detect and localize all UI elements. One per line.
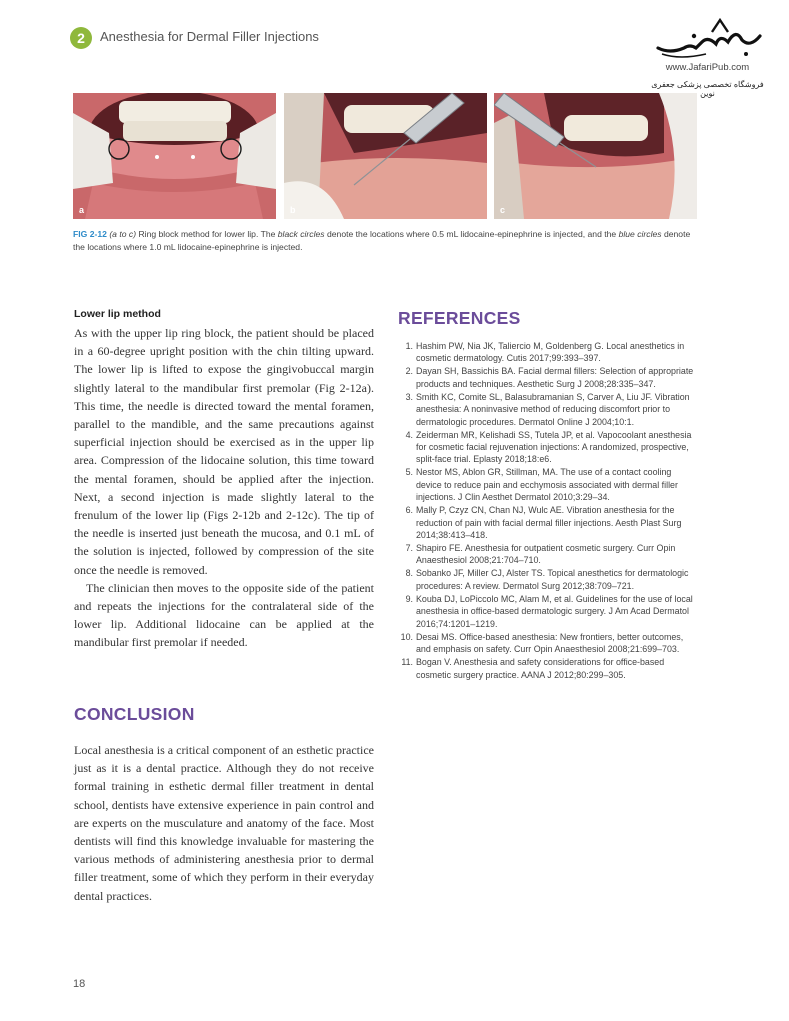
reference-item: 2. Dayan SH, Bassichis BA. Facial dermal fillers: Selection of appropriate products and techniques. Aesthetic Surg J 2008;28:335–347. bbox=[405, 366, 694, 389]
photo-panel-b bbox=[284, 93, 487, 219]
photo-label-c: c bbox=[500, 205, 506, 215]
reference-item: 4. Zeiderman MR, Kelishadi SS, Tutela JP, et al. Vapocoolant anesthesia for cosmetic facial rejuvenation injections: A randomized, prospective, split-face trial. Eplasty 2018;18:e6. bbox=[405, 429, 692, 465]
figure-number: FIG 2-12 bbox=[73, 229, 107, 239]
lower-lip-paragraph-2: The clinician then moves to the opposite side of the patient and repeats the injections for the contralateral side of the lower lip. Additional lidocaine can be applied at the mandibular first premolar if needed. bbox=[74, 580, 374, 650]
figure-caption-emphasis2: blue circles bbox=[618, 229, 662, 239]
figure-photos bbox=[73, 93, 697, 219]
chapter-number-badge: 2 bbox=[70, 27, 92, 49]
photo-label-b: b bbox=[290, 205, 296, 215]
references-list bbox=[398, 340, 698, 682]
reference-item: 8. Sobanko JF, Miller CJ, Alster TS. Topical anesthetics for dermatologic procedures: A review. Dermatol Surg 2012;38:709–721. bbox=[405, 568, 689, 591]
figure-caption bbox=[73, 228, 699, 254]
reference-item: 6. Mally P, Czyz CN, Chan NJ, Wulc AE. Vibration anesthesia for the reduction of pain with facial dermal filler injections. Aesth Plast Surg 2014;38:413–418. bbox=[405, 505, 682, 541]
publisher-logo bbox=[650, 14, 765, 96]
reference-item: 5. Nestor MS, Ablon GR, Stillman, MA. The use of a contact cooling device to reduce pain and ecchymosis associated with dermal filler injections. J Clin Aesthet Dermatol 2010;3:29–34. bbox=[405, 467, 678, 503]
figure-caption-part3: denote the locations where 1.0 mL lidocaine-epinephrine is injected. bbox=[73, 229, 691, 252]
reference-item: 11. Bogan V. Anesthesia and safety considerations for office-based cosmetic surgery practice. AANA J 2012;80:299–305. bbox=[401, 657, 665, 680]
photo-label-a: a bbox=[79, 205, 85, 215]
lower-lip-body bbox=[74, 324, 374, 652]
figure-caption-emphasis1: black circles bbox=[277, 229, 325, 239]
reference-item: 10. Desai MS. Office-based anesthesia: New frontiers, better outcomes, and emphasis on safety. Curr Opin Anaesthesiol 2008;21:699–703. bbox=[400, 631, 684, 655]
photo-panel-a bbox=[73, 93, 276, 219]
lower-lip-paragraph-1: As with the upper lip ring block, the patient should be placed in a 60-degree upright position with the chin tilting upward. The lower lip is lifted to expose the gingivobuccal margin slightly lateral to the mandibular first premolar (Fig 2-12a). This time, the needle is directed toward the mental foramen, parallel to the mandible, and the same precautions against superficial injection should be exercised as in the upper lip area. Compression of the lidocaine solution, this time toward the mental foramen, should be applied after the injection. Next, a second injection is made slightly lateral to the frenulum of the lower lip (Figs 2-12b and 2-12c). The tip of the needle is inserted just beneath the mucosa, and 0.1 mL of the solution is injected, followed by compression of the site once the needle is removed. bbox=[74, 326, 374, 577]
lower-lip-heading: Lower lip method bbox=[74, 308, 161, 320]
page-number: 18 bbox=[73, 978, 86, 990]
lower-lip-photo-b bbox=[284, 93, 487, 219]
publisher-logo-icon bbox=[650, 14, 765, 62]
reference-item: 9. Kouba DJ, LoPiccolo MC, Alam M, et al. Guidelines for the use of local anesthesia in office-based dermatologic surgery. J Am Acad Dermatol 2016;74:1201–1219. bbox=[405, 593, 693, 629]
publisher-url: www.JafariPub.com bbox=[665, 62, 750, 73]
references-heading: REFERENCES bbox=[398, 308, 521, 328]
lower-lip-photo-a bbox=[73, 93, 276, 219]
lower-lip-photo-c bbox=[494, 93, 697, 219]
publisher-subtitle: فروشگاه تخصصی پزشکی جعفری نوین bbox=[651, 80, 764, 98]
reference-item: 1. Hashim PW, Nia JK, Taliercio M, Goldenberg G. Local anesthetics in cosmetic dermatology. Cutis 2017;99:393–397. bbox=[405, 341, 685, 364]
conclusion-text: Local anesthesia is a critical component of an esthetic practice just as it is a dental practice. Although they do not receive formal training in esthetic dermal filler treatment in dental school, dentists have extensive experience in pain control and are experts on the musculature and anatomy of the face. Most dentists will find this knowledge invaluable for mastering the various methods of administering anesthesia prior to dermal filler treatment, some of which they perform in their everyday dental practices. bbox=[74, 743, 374, 903]
figure-caption-part2: denote the locations where 0.5 mL lidocaine-epinephrine is injected, and the bbox=[324, 229, 619, 239]
reference-item: 3. Smith KC, Comite SL, Balasubramanian S, Carver A, Liu JF. Vibration anesthesia: A noninvasive method of reducing discomfort prior to dermatologic procedures. Dermatol Online J 2004;10:1. bbox=[405, 391, 690, 427]
figure-caption-part1: Ring block method for lower lip. The bbox=[136, 229, 278, 239]
figure-caption-range: (a to c) bbox=[109, 229, 137, 239]
reference-item: 7. Shapiro FE. Anesthesia for outpatient cosmetic surgery. Curr Opin Anaesthesiol 2008;21:704–710. bbox=[405, 543, 676, 566]
conclusion-heading: CONCLUSION bbox=[74, 704, 195, 724]
chapter-title: Anesthesia for Dermal Filler Injections bbox=[100, 29, 319, 44]
photo-panel-c bbox=[494, 93, 697, 219]
